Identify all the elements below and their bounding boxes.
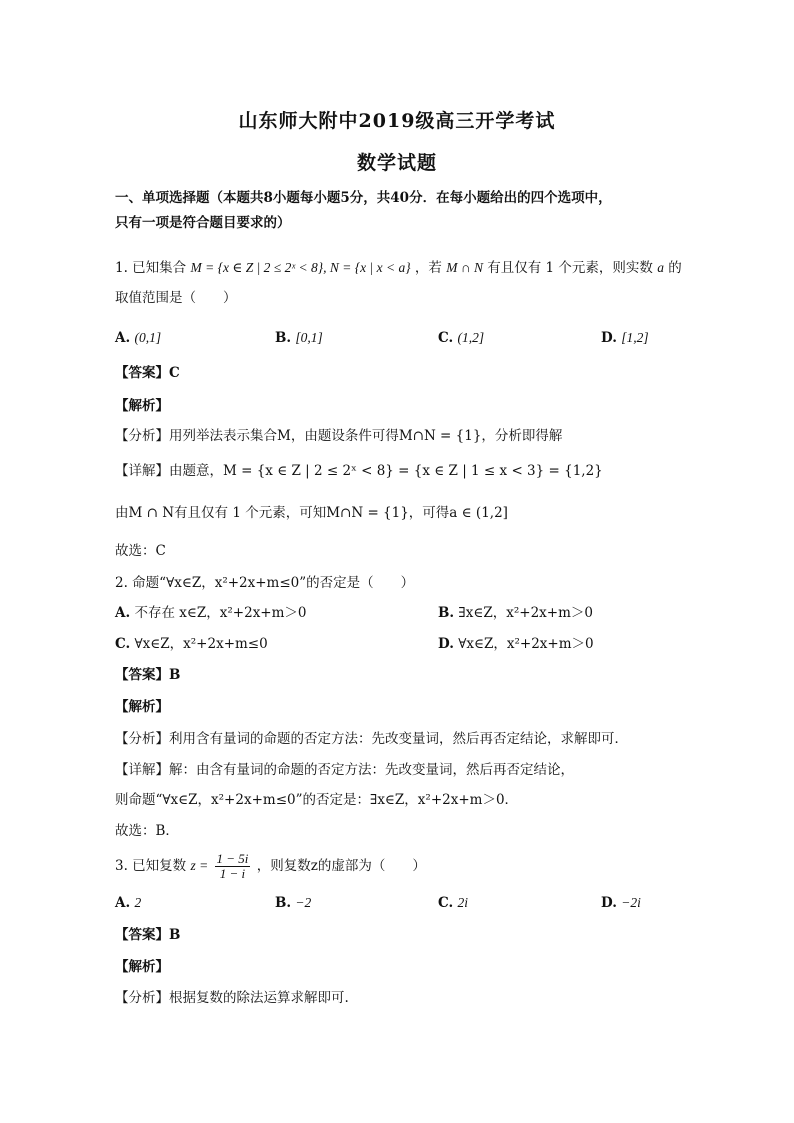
exam-subtitle: 数学试题 [356,152,437,174]
q1-stem-end: 的 [668,260,682,276]
q3-option-a: A. 2 [115,895,142,911]
q2-option-b: B. ∃x∈Z，x²+2x+m＞0 [438,605,593,621]
q1-condition: M ∩ N [446,260,483,275]
section-heading-line1: 一、单项选择题（本题共8小题每小题5分，共40分．在每小题给出的四个选项中， [115,190,612,206]
q2-xiangjie: 【详解】解：由含有量词的命题的否定方法：先改变量词，然后再否定结论， [115,762,574,778]
q2-option-c: C. ∀x∈Z，x²+2x+m≤0 [115,636,268,652]
q2-option-a: A. 不存在 x∈Z，x²+2x+m＞0 [115,605,307,621]
q3-z-eq: z = [190,858,209,873]
q1-option-c: C. (1,2] [438,330,485,346]
q1-explain2: 由M ∩ N有且仅有 1 个元素，可知M∩N = {1}，可得a ∈ (1,2] [115,505,508,521]
q3-option-b: B. −2 [275,895,312,911]
q3-answer: 【答案】B [115,927,181,943]
q1-conclusion: 故选：C [115,543,166,559]
q3-fraction [215,852,251,881]
q1-stem-mid: ，若 [414,260,442,276]
q3-stem-prefix: 3. 已知复数 [115,858,187,874]
q3-fraction-denominator: 1 − i [219,866,246,881]
exam-title: 山东师大附中2019级高三开学考试 [238,110,556,132]
q3-stem-suffix: ，则复数z的虚部为（ ） [256,858,426,874]
q2-fenxi: 【分析】利用含有量词的命题的否定方法：先改变量词，然后再否定结论，求解即可． [115,731,628,747]
q3-stem [115,852,735,881]
q1-stem-line2: 取值范围是（ ） [115,290,237,306]
q1-option-b: B. [0,1] [275,330,323,346]
q1-option-d: D. [1,2] [601,330,649,346]
q1-set-definition: M = {x ∈ Z | 2 ≤ 2ˣ < 8}, N = {x | x < a} [190,260,411,275]
q1-option-a: A. (0,1] [115,330,162,346]
q2-option-d: D. ∀x∈Z，x²+2x+m＞0 [438,636,594,652]
q3-option-c: C. 2i [438,895,469,911]
q2-explain2: 则命题“∀x∈Z，x²+2x+m≤0”的否定是：∃x∈Z，x²+2x+m＞0． [115,792,519,808]
q1-var: a [657,260,664,275]
q3-option-d: D. −2i [601,895,641,911]
q1-stem-suffix: 有且仅有 1 个元素，则实数 [487,260,653,276]
q1-stem [115,258,735,278]
q1-xiangjie: 【详解】由题意，M = {x ∈ Z | 2 ≤ 2ˣ < 8} = {x ∈ Z | 1 ≤ x < 3} = {1,2} [115,463,603,479]
section-heading-line2: 只有一项是符合题目要求的） [115,215,291,231]
q2-analysis-tag: 【解析】 [115,699,169,715]
q3-fraction-numerator: 1 − 5i [216,851,249,866]
q1-answer: 【答案】C [115,365,180,381]
q3-fenxi: 【分析】根据复数的除法运算求解即可. [115,990,349,1006]
q1-analysis-tag: 【解析】 [115,398,169,414]
q1-stem-prefix: 1. 已知集合 [115,260,187,276]
q2-answer: 【答案】B [115,667,181,683]
q3-analysis-tag: 【解析】 [115,959,169,975]
q2-conclusion: 故选：B． [115,823,179,839]
q1-fenxi: 【分析】用列举法表示集合M，由题设条件可得M∩N = {1}，分析即得解 [115,428,563,444]
q2-stem: 2. 命题“∀x∈Z，x²+2x+m≤0”的否定是（ ） [115,575,415,591]
